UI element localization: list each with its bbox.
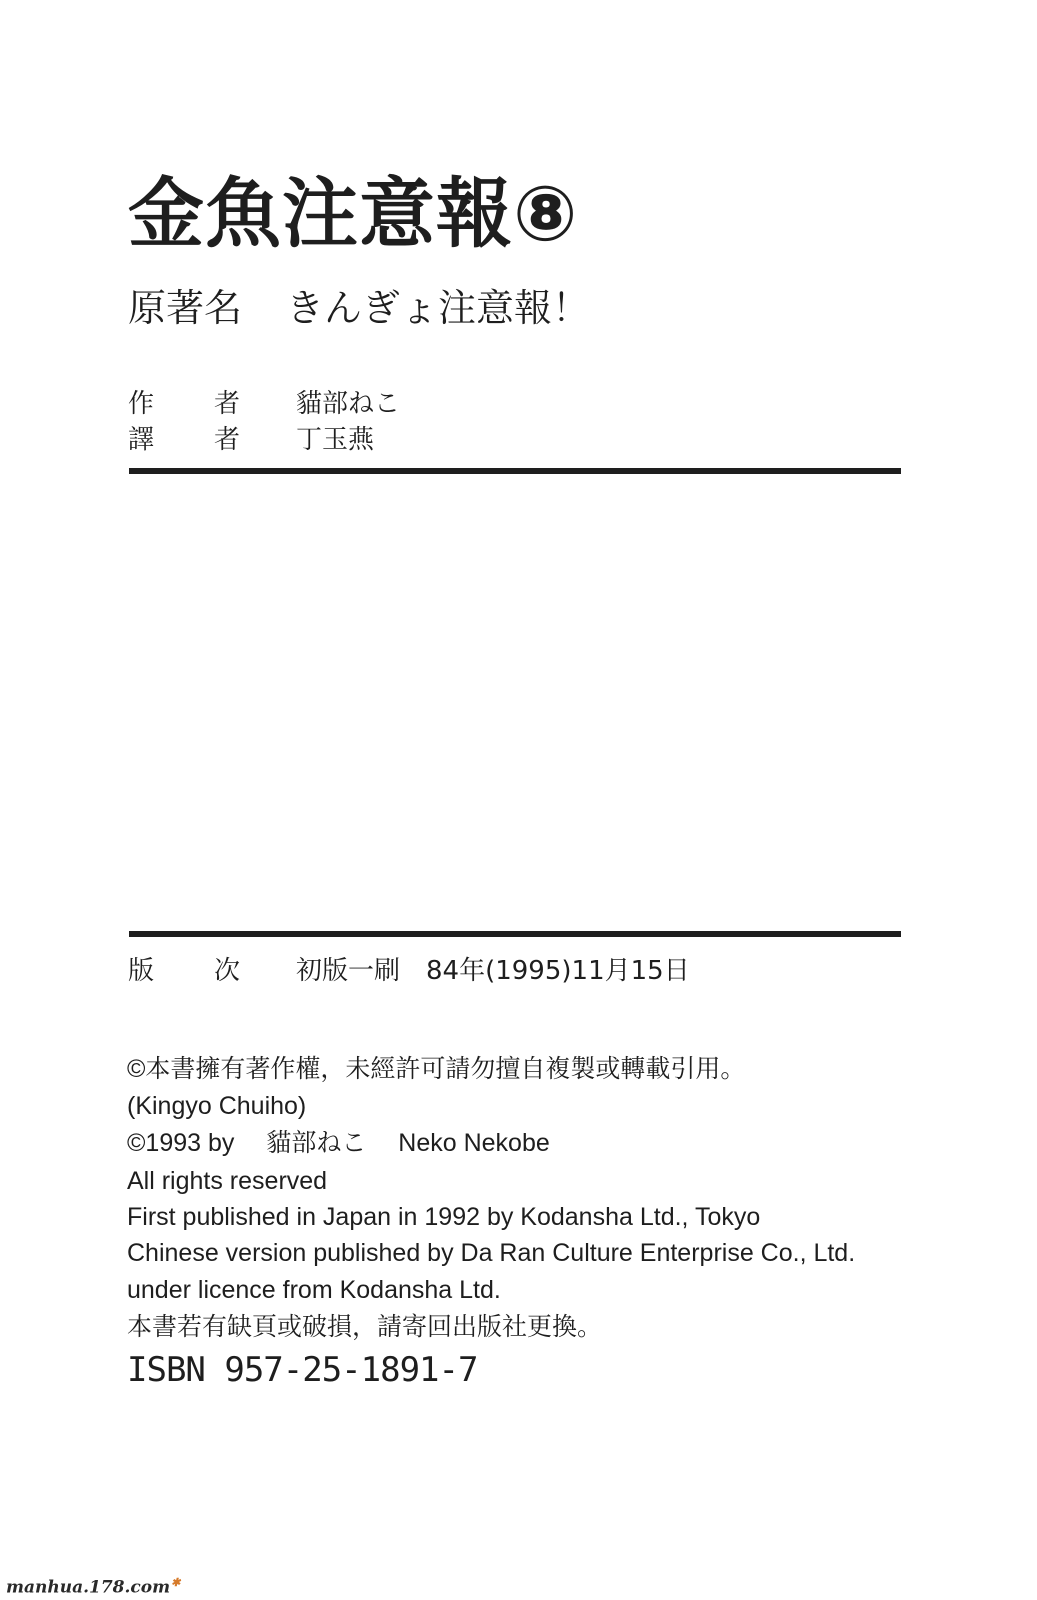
- chinese-version: Chinese version published by Da Ran Culture Enterprise Co., Ltd.: [127, 1239, 856, 1267]
- romanized-title: (Kingyo Chuiho): [127, 1092, 307, 1120]
- rights-reserved: All rights reserved: [127, 1167, 328, 1195]
- copyright-holder: ©1993 by 貓部ねこ Neko Nekobe: [127, 1129, 550, 1157]
- first-published: First published in Japan in 1992 by Kodansha Ltd., Tokyo: [127, 1203, 761, 1231]
- edition-label-char-1: 版: [128, 956, 155, 986]
- copyright-notice: ©本書擁有著作權，未經許可請勿擅自複製或轉載引用。: [127, 1055, 746, 1083]
- translator-name: 丁玉燕: [296, 425, 375, 455]
- isbn: ISBN 957-25-1891-7: [127, 1350, 478, 1390]
- bottom-divider: [129, 931, 901, 937]
- book-title: 金魚注意報⑧: [128, 169, 579, 258]
- original-title-label: 原著名: [128, 286, 243, 330]
- replacement-notice: 本書若有缺頁或破損，請寄回出版社更換。: [127, 1313, 603, 1341]
- licence-line: under licence from Kodansha Ltd.: [127, 1276, 501, 1304]
- original-title: [128, 284, 590, 332]
- top-divider: [129, 468, 901, 474]
- translator-label: [128, 423, 240, 457]
- author-label: [128, 387, 240, 421]
- watermark: [6, 1572, 180, 1599]
- edition-label: [128, 954, 240, 988]
- edition-label-char-2: 次: [213, 956, 240, 986]
- translator-label-char-1: 譯: [128, 425, 155, 455]
- translator-label-char-2: 者: [213, 425, 240, 455]
- author-label-char-1: 作: [128, 389, 155, 419]
- author-label-char-2: 者: [213, 389, 240, 419]
- original-title-value: きんぎょ注意報！: [286, 286, 591, 330]
- edition-value: 初版一刷 84年(1995)11月15日: [296, 956, 690, 986]
- author-name: 貓部ねこ: [296, 389, 401, 419]
- star-icon: ✱: [171, 1576, 181, 1589]
- watermark-text: manhua.178.com: [6, 1577, 171, 1598]
